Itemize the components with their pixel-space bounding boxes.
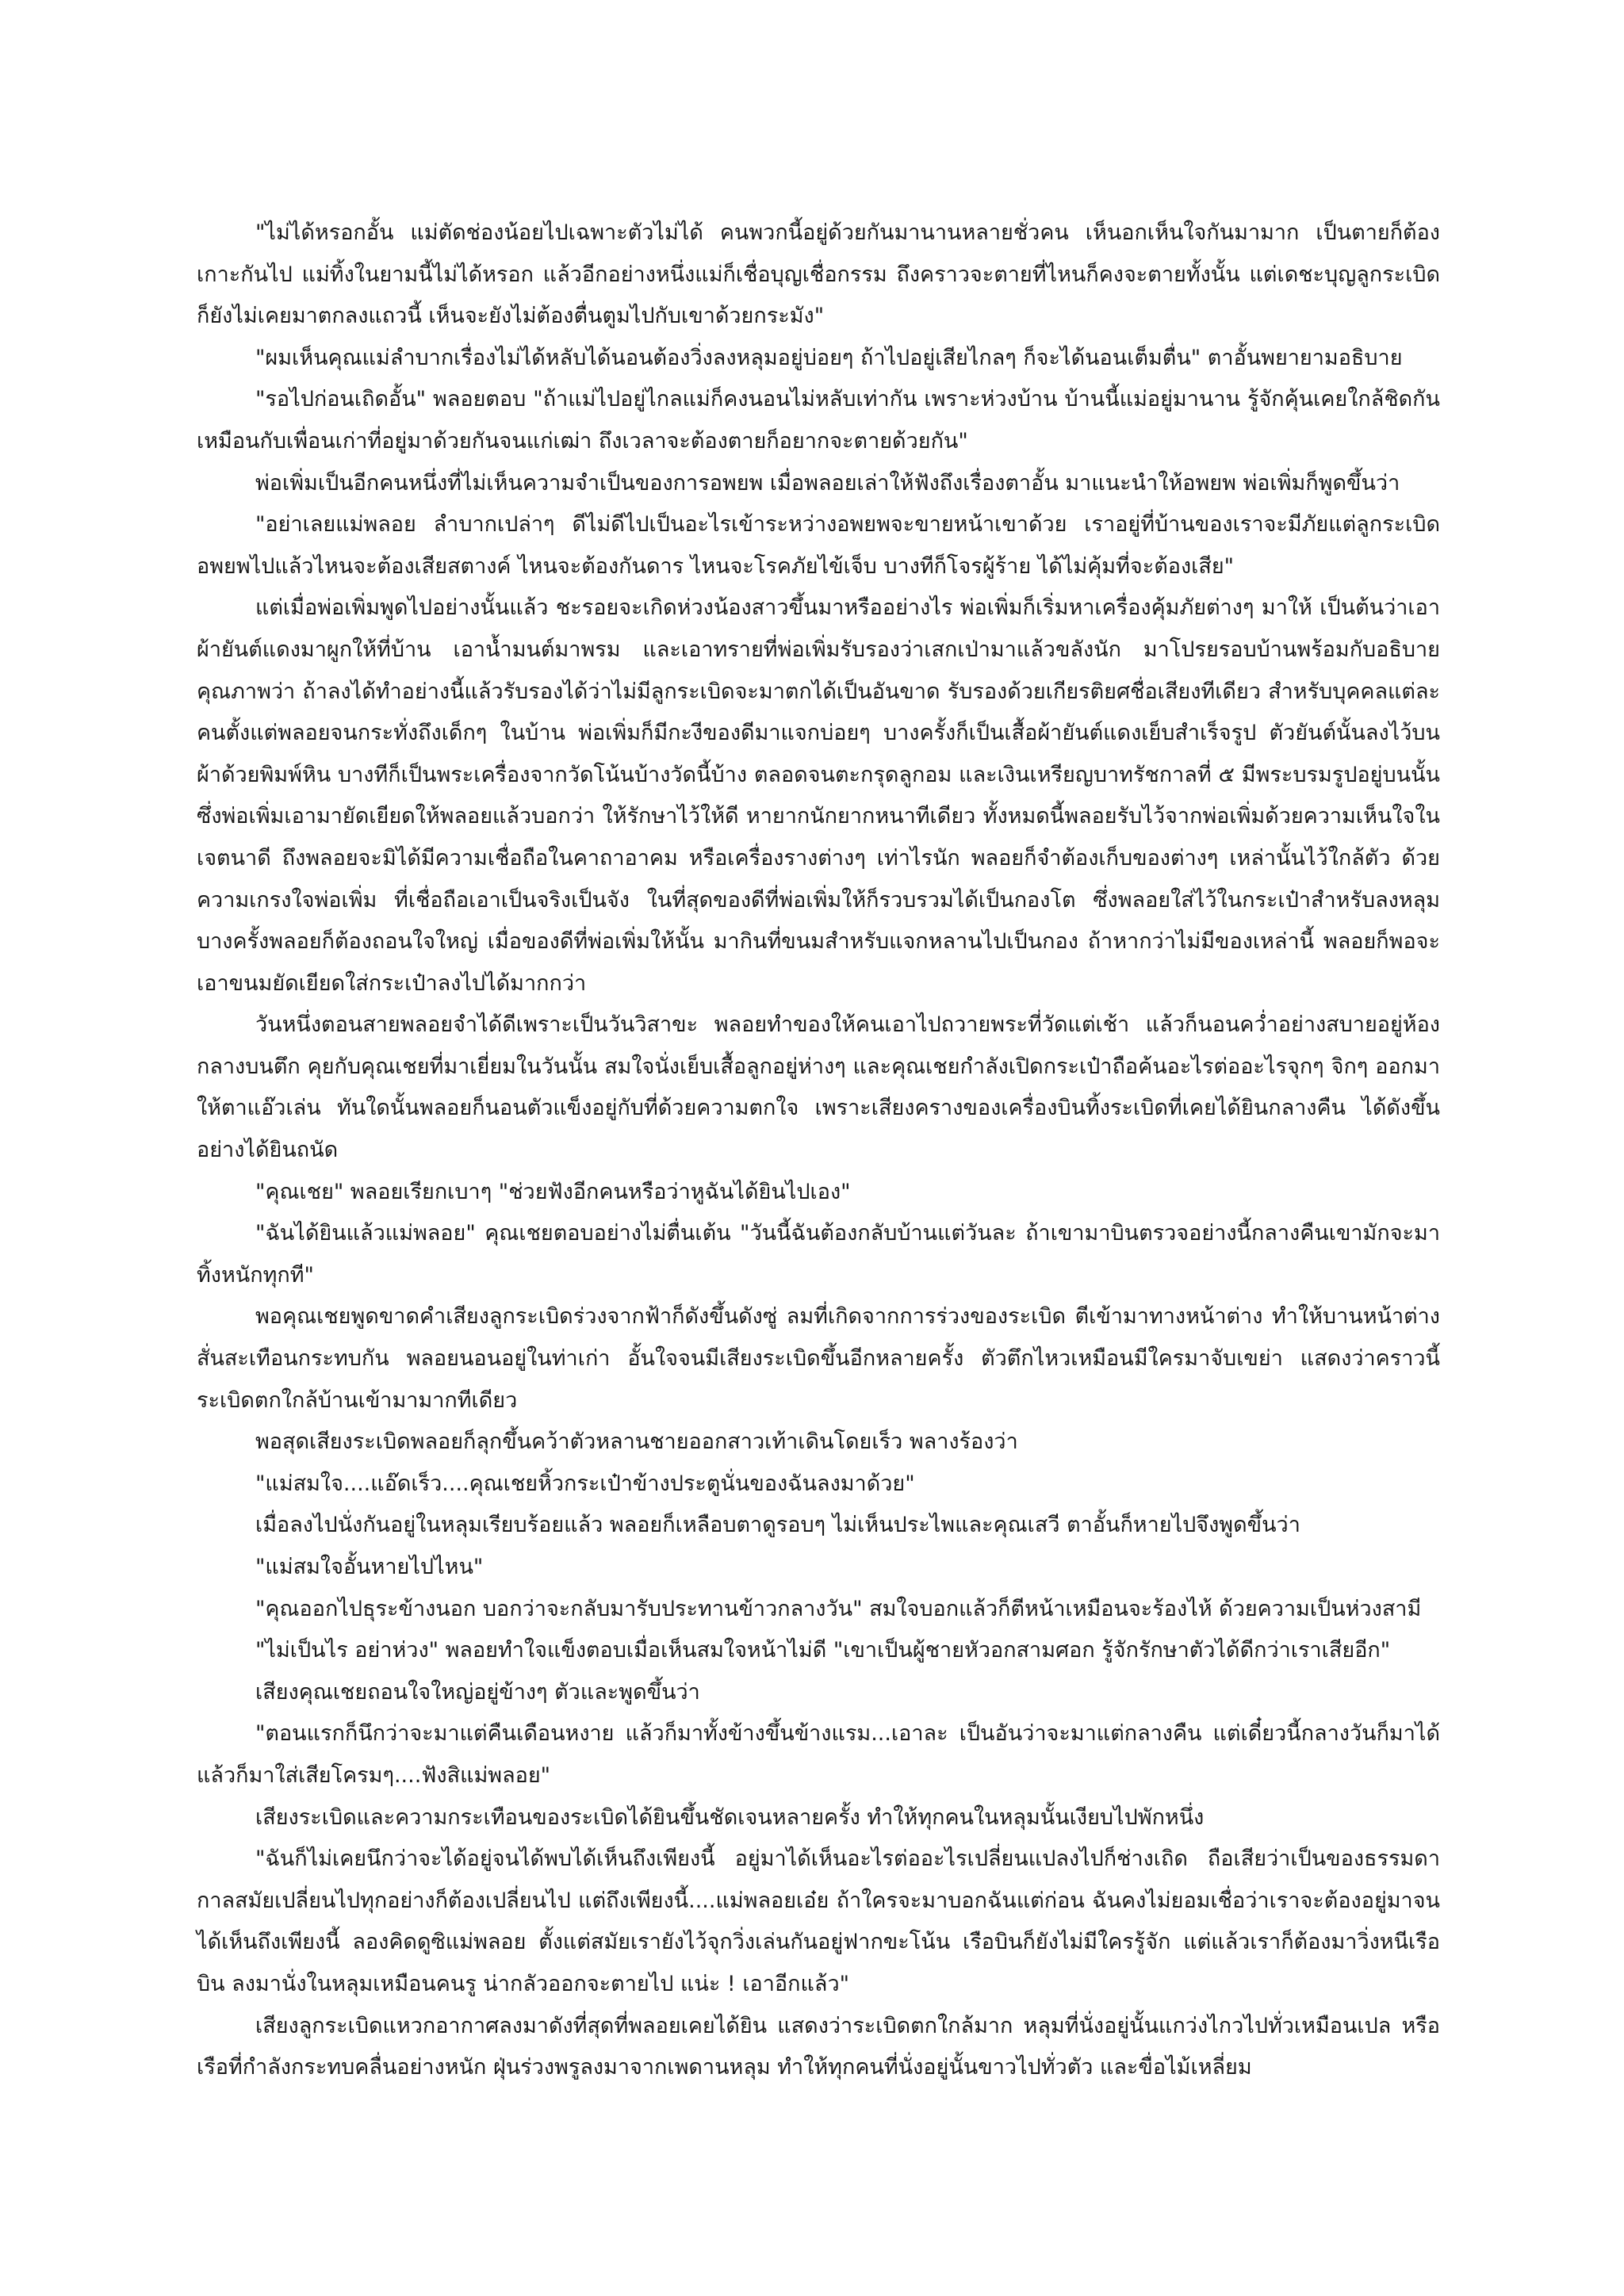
paragraph: พ่อเพิ่มเป็นอีกคนหนึ่งที่ไม่เห็นความจำเป็นของการอพยพ เมื่อพลอยเล่าให้ฟังถึงเรื่องตาอั้น มาแนะนำให้อพยพ พ่อเพิ่มก็พูดขึ้นว่า: [255, 470, 1400, 496]
paragraph: "รอไปก่อนเถิดอั้น" พลอยตอบ "ถ้าแม่ไปอยู่ไกลแม่ก็คงนอนไม่หลับเท่ากัน เพราะห่วงบ้าน บ้านนี้แม่อยู่มานาน รู้จักคุ้นเคยใกล้ชิดกันเหมือนกับเพื่อนเก่าที่อยู่มาด้วยกันจนแก่เฒ่า ถึงเวลาจะต้องตายก็อยากจะตายด้วยกัน": [197, 387, 1440, 453]
paragraph: "แม่สมใจอั้นหายไปไหน": [255, 1555, 484, 1579]
paragraph: "ตอนแรกก็นึกว่าจะมาแต่คืนเดือนหงาย แล้วก็มาทั้งข้างขึ้นข้างแรม...เอาละ เป็นอันว่าจะมาแต่กลางคืน แต่เดี๋ยวนี้กลางวันก็มาได้ แล้วก็มาใส่เสียโครมๆ....ฟังสิแม่พลอย": [197, 1721, 1440, 1788]
paragraph: เสียงระเบิดและความกระเทือนของระเบิดได้ยินขึ้นชัดเจนหลายครั้ง ทำให้ทุกคนในหลุมนั้นเงียบไปพักหนึ่ง: [255, 1804, 1205, 1830]
paragraph: "ฉันได้ยินแล้วแม่พลอย" คุณเชยตอบอย่างไม่ตื่นเต้น "วันนี้ฉันต้องกลับบ้านแต่วันละ ถ้าเขามาบินตรวจอย่างนี้กลางคืนเขามักจะมาทิ้งหนักทุกที": [197, 1221, 1440, 1288]
paragraph: พอสุดเสียงระเบิดพลอยก็ลุกขึ้นคว้าตัวหลานชายออกสาวเท้าเดินโดยเร็ว พลางร้องว่า: [255, 1429, 1018, 1455]
paragraph: "ไม่ได้หรอกอั้น แม่ตัดช่องน้อยไปเฉพาะตัวไม่ได้ คนพวกนี้อยู่ด้วยกันมานานหลายชั่วคน เห็นอกเห็นใจกันมามาก เป็นตายก็ต้องเกาะกันไป แม่ทิ้งในยามนี้ไม่ได้หรอก แล้วอีกอย่างหนึ่งแม่ก็เชื่อบุญเชื่อกรรม ถึงคราวจะตายที่ไหนก็คงจะตายทั้งนั้น แต่เดชะบุญลูกระเบิดก็ยังไม่เคยมาตกลงแถวนี้ เห็นจะยังไม่ต้องตื่นตูมไปกับเขาด้วยกระมัง": [197, 220, 1440, 329]
paragraph: เสียงลูกระเบิดแหวกอากาศลงมาดังที่สุดที่พลอยเคยได้ยิน แสดงว่าระเบิดตกใกล้มาก หลุมที่นั่งอยู่นั้นแกว่งไกวไปทั่วเหมือนเปล หรือเรือที่กำลังกระทบคลื่นอย่างหนัก ฝุ่นร่วงพรูลงมาจากเพดานหลุม ทำให้ทุกคนที่นั่งอยู่นั้นขาวไปทั่วตัว และขื่อไม้เหลี่ยม: [197, 2013, 1440, 2080]
paragraph: พอคุณเชยพูดขาดคำเสียงลูกระเบิดร่วงจากฟ้าก็ดังขึ้นดังซู่ ลมที่เกิดจากการร่วงของระเบิด ตีเข้ามาทางหน้าต่าง ทำให้บานหน้าต่างสั่นสะเทือนกระทบกัน พลอยนอนอยู่ในท่าเก่า อั้นใจจนมีเสียงระเบิดขึ้นอีกหลายครั้ง ตัวตึกไหวเหมือนมีใครมาจับเขย่า แสดงว่าคราวนี้ระเบิดตกใกล้บ้านเข้ามามากทีเดียว: [197, 1304, 1440, 1413]
paragraph: แต่เมื่อพ่อเพิ่มพูดไปอย่างนั้นแล้ว ชะรอยจะเกิดห่วงน้องสาวขึ้นมาหรืออย่างไร พ่อเพิ่มก็เริ่มหาเครื่องคุ้มภัยต่างๆ มาให้ เป็นต้นว่าเอาผ้ายันต์แดงมาผูกให้ที่บ้าน เอาน้ำมนต์มาพรม และเอาทรายที่พ่อเพิ่มรับรองว่าเสกเป่ามาแล้วขลังนัก มาโปรยรอบบ้านพร้อมกับอธิบายคุณภาพว่า ถ้าลงได้ทำอย่างนี้แล้วรับรองได้ว่าไม่มีลูกระเบิดจะมาตกได้เป็นอันขาด รับรองด้วยเกียรติยศชื่อเสียงทีเดียว สำหรับบุคคลแต่ละคนตั้งแต่พลอยจนกระทั่งถึงเด็กๆ ในบ้าน พ่อเพิ่มก็มีกะงีของดีมาแจกบ่อยๆ บางครั้งก็เป็นเสื้อผ้ายันต์แดงเย็บสำเร็จรูป ตัวยันต์นั้นลงไว้บนผ้าด้วยพิมพ์หิน บางทีก็เป็นพระเครื่องจากวัดโน้นบ้างวัดนี้บ้าง ตลอดจนตะกรุดลูกอม และเงินเหรียญบาทรัชกาลที่ ๕ มีพระบรมรูปอยู่บนนั้น ซึ่งพ่อเพิ่มเอามายัดเยียดให้พลอยแล้วบอกว่า ให้รักษาไว้ให้ดี หายากนักยากหนาทีเดียว ทั้งหมดนี้พลอยรับไว้จากพ่อเพิ่มด้วยความเห็นใจในเจตนาดี ถึงพลอยจะมิได้มีความเชื่อถือในคาถาอาคม หรือเครื่องรางต่างๆ เท่าไรนัก พลอยก็จำต้องเก็บของต่างๆ เหล่านั้นไว้ใกล้ตัว ด้วยความเกรงใจพ่อเพิ่ม ที่เชื่อถือเอาเป็นจริงเป็นจัง ในที่สุดของดีที่พ่อเพิ่มให้ก็รวบรวมได้เป็นกองโต ซึ่งพลอยใส่ไว้ในกระเป๋าสำหรับลงหลุม บางครั้งพลอยก็ต้องถอนใจใหญ่ เมื่อของดีที่พ่อเพิ่มให้นั้น มากินที่ขนมสำหรับแจกหลานไปเป็นกอง ถ้าหากว่าไม่มีของเหล่านี้ พลอยก็พอจะเอาขนมยัดเยียดใส่กระเป๋าลงไปได้มากกว่า: [197, 595, 1440, 996]
paragraph: วันหนึ่งตอนสายพลอยจำได้ดีเพราะเป็นวันวิสาขะ พลอยทำของให้คนเอาไปถวายพระที่วัดแต่เช้า แล้วก็นอนคว่ำอย่างสบายอยู่ห้องกลางบนตึก คุยกับคุณเชยที่มาเยี่ยมในวันนั้น สมใจนั่งเย็บเสื้อลูกอยู่ห่างๆ และคุณเชยกำลังเปิดกระเป๋าถือค้นอะไรต่ออะไรจุกๆ จิกๆ ออกมาให้ตาแอ๊วเล่น ทันใดนั้นพลอยก็นอนตัวแข็งอยู่กับที่ด้วยความตกใจ เพราะเสียงครางของเครื่องบินทิ้งระเบิดที่เคยได้ยินกลางคืน ได้ดังขึ้นอย่างได้ยินถนัด: [197, 1012, 1440, 1163]
paragraph: "คุณเชย" พลอยเรียกเบาๆ "ช่วยฟังอีกคนหรือว่าหูฉันได้ยินไปเอง": [255, 1179, 851, 1204]
paragraph: เมื่อลงไปนั่งกันอยู่ในหลุมเรียบร้อยแล้ว พลอยก็เหลือบตาดูรอบๆ ไม่เห็นประไพและคุณเสวี ตาอั้นก็หายไปจึงพูดขึ้นว่า: [255, 1513, 1300, 1538]
paragraph: "คุณออกไปธุระข้างนอก บอกว่าจะกลับมารับประทานข้าวกลางวัน" สมใจบอกแล้วก็ตีหน้าเหมือนจะร้องไห้ ด้วยความเป็นห่วงสามี: [255, 1596, 1422, 1621]
document-page: [197, 212, 1440, 2089]
paragraph: "ไม่เป็นไร อย่าห่วง" พลอยทำใจแข็งตอบเมื่อเห็นสมใจหน้าไม่ดี "เขาเป็นผู้ชายหัวอกสามศอก รู้จักรักษาตัวได้ดีกว่าเราเสียอีก": [255, 1638, 1391, 1663]
paragraph: "ฉันก็ไม่เคยนึกว่าจะได้อยู่จนได้พบได้เห็นถึงเพียงนี้ อยู่มาได้เห็นอะไรต่ออะไรเปลี่ยนแปลงไปก็ช่างเถิด ถือเสียว่าเป็นของธรรมดา กาลสมัยเปลี่ยนไปทุกอย่างก็ต้องเปลี่ยนไป แต่ถึงเพียงนี้....แม่พลอยเอ๋ย ถ้าใครจะมาบอกฉันแต่ก่อน ฉันคงไม่ยอมเชื่อว่าเราจะต้องอยู่มาจนได้เห็นถึงเพียงนี้ ลองคิดดูซิแม่พลอย ตั้งแต่สมัยเรายังไว้จุกวิ่งเล่นกันอยู่ฟากขะโน้น เรือบินก็ยังไม่มีใครรู้จัก แต่แล้วเราก็ต้องมาวิ่งหนีเรือบิน ลงมานั่งในหลุมเหมือนคนรู น่ากลัวออกจะตายไป แน่ะ ! เอาอีกแล้ว": [197, 1846, 1440, 1996]
paragraph: เสียงคุณเชยถอนใจใหญ่อยู่ข้างๆ ตัวและพูดขึ้นว่า: [255, 1679, 700, 1705]
paragraph: "แม่สมใจ....แอ๊ดเร็ว....คุณเชยหิ้วกระเป๋าข้างประตูนั่นของฉันลงมาด้วย": [255, 1471, 915, 1496]
paragraph: "ผมเห็นคุณแม่ลำบากเรื่องไม่ได้หลับได้นอนต้องวิ่งลงหลุมอยู่บ่อยๆ ถ้าไปอยู่เสียไกลๆ ก็จะได้นอนเต็มตื่น" ตาอั้นพยายามอธิบาย: [255, 345, 1403, 370]
paragraph: "อย่าเลยแม่พลอย ลำบากเปล่าๆ ดีไม่ดีไปเป็นอะไรเข้าระหว่างอพยพจะขายหน้าเขาด้วย เราอยู่ที่บ้านของเราจะมีภัยแต่ลูกระเบิด อพยพไปแล้วไหนจะต้องเสียสตางค์ ไหนจะต้องกันดาร ไหนจะโรคภัยไข้เจ็บ บางทีก็โจรผู้ร้าย ได้ไม่คุ้มที่จะต้องเสีย": [197, 512, 1440, 579]
